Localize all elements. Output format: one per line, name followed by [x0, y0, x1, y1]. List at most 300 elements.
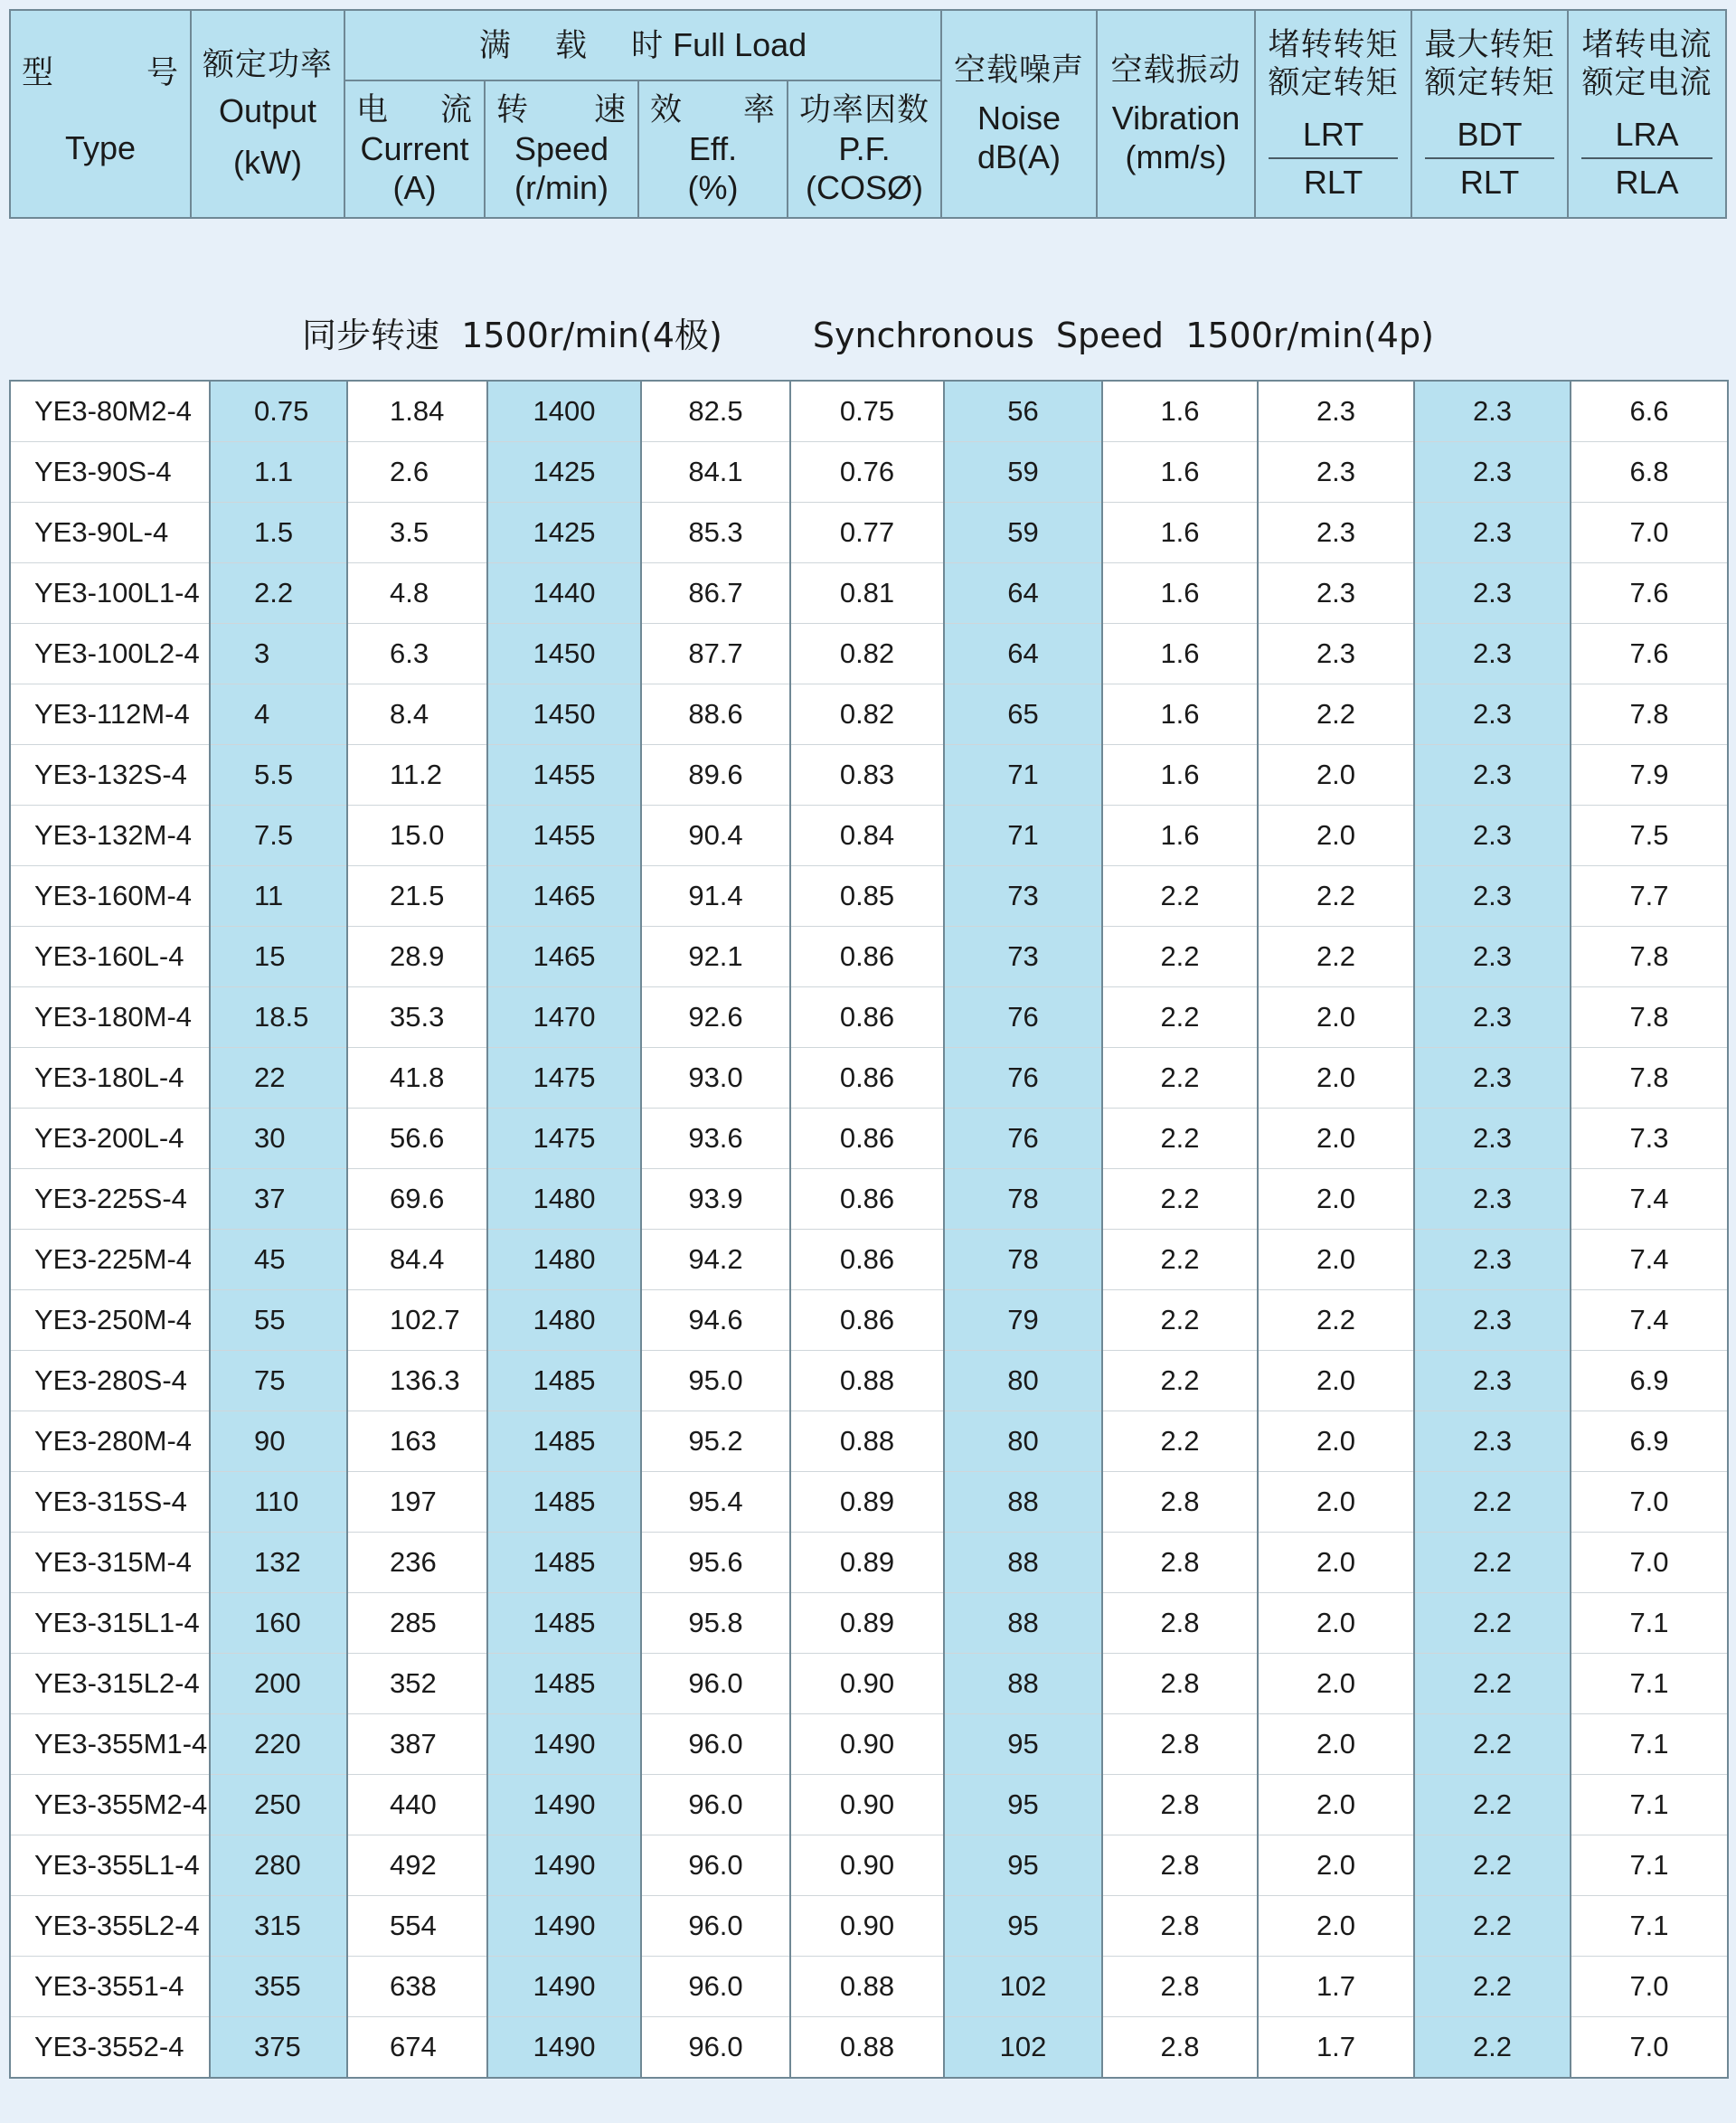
header-bdt-numerator: BDT	[1425, 115, 1554, 159]
cell-current: 8.4	[347, 684, 487, 745]
cell-lrt-ratio: 2.0	[1258, 1654, 1414, 1714]
cell-noise: 71	[944, 806, 1102, 866]
cell-type: YE3-80M2-4	[10, 381, 210, 442]
cell-output: 110	[210, 1472, 347, 1533]
cell-type: YE3-90S-4	[10, 442, 210, 503]
cell-bdt-ratio: 2.2	[1414, 1714, 1571, 1775]
header-pf-en: P.F.	[838, 129, 891, 167]
cell-lra-ratio: 7.5	[1571, 806, 1728, 866]
cell-bdt-ratio: 2.2	[1414, 1957, 1571, 2017]
cell-noise: 78	[944, 1169, 1102, 1230]
cell-vibration: 1.6	[1102, 745, 1258, 806]
cell-eff: 84.1	[641, 442, 790, 503]
cell-lrt-ratio: 2.0	[1258, 1775, 1414, 1835]
cell-lra-ratio: 6.6	[1571, 381, 1728, 442]
header-speed-unit: (r/min)	[514, 169, 609, 206]
header-output-unit: (kW)	[233, 144, 302, 181]
cell-current: 2.6	[347, 442, 487, 503]
cell-noise: 95	[944, 1714, 1102, 1775]
cell-speed: 1455	[487, 745, 641, 806]
header-full-load-en: Full Load	[673, 26, 807, 63]
cell-speed: 1485	[487, 1533, 641, 1593]
cell-noise: 88	[944, 1654, 1102, 1714]
cell-vibration: 2.2	[1102, 1169, 1258, 1230]
cell-output: 132	[210, 1533, 347, 1593]
cell-type: YE3-315S-4	[10, 1472, 210, 1533]
header-bdt-cn-1: 最大转矩	[1424, 26, 1555, 63]
cell-noise: 78	[944, 1230, 1102, 1290]
cell-vibration: 2.8	[1102, 2017, 1258, 2079]
cell-vibration: 2.8	[1102, 1472, 1258, 1533]
cell-bdt-ratio: 2.3	[1414, 1169, 1571, 1230]
cell-noise: 80	[944, 1411, 1102, 1472]
cell-lra-ratio: 6.8	[1571, 442, 1728, 503]
cell-current: 15.0	[347, 806, 487, 866]
cell-speed: 1485	[487, 1593, 641, 1654]
cell-lra-ratio: 7.4	[1571, 1230, 1728, 1290]
header-lra	[1568, 10, 1726, 218]
cell-current: 197	[347, 1472, 487, 1533]
cell-speed: 1485	[487, 1351, 641, 1411]
cell-noise: 95	[944, 1835, 1102, 1896]
cell-pf: 0.89	[790, 1533, 944, 1593]
header-type-cn-1: 型	[22, 55, 55, 92]
header-lrt-denominator: RLT	[1303, 164, 1363, 201]
cell-bdt-ratio: 2.3	[1414, 381, 1571, 442]
cell-lra-ratio: 7.0	[1571, 1533, 1728, 1593]
cell-lra-ratio: 6.9	[1571, 1351, 1728, 1411]
cell-bdt-ratio: 2.3	[1414, 1351, 1571, 1411]
cell-lrt-ratio: 2.0	[1258, 806, 1414, 866]
cell-lra-ratio: 7.0	[1571, 1957, 1728, 2017]
cell-output: 250	[210, 1775, 347, 1835]
cell-bdt-ratio: 2.2	[1414, 1775, 1571, 1835]
cell-lrt-ratio: 2.0	[1258, 1714, 1414, 1775]
header-vibration-cn: 空载振动	[1110, 52, 1241, 89]
cell-speed: 1450	[487, 624, 641, 684]
cell-eff: 95.4	[641, 1472, 790, 1533]
header-current-cn-2: 流	[439, 91, 473, 128]
cell-bdt-ratio: 2.3	[1414, 1230, 1571, 1290]
cell-lra-ratio: 7.8	[1571, 927, 1728, 987]
cell-lrt-ratio: 2.0	[1258, 1169, 1414, 1230]
cell-type: YE3-355L2-4	[10, 1896, 210, 1957]
section-title-en: Synchronous Speed 1500r/min(4p)	[812, 316, 1434, 355]
header-noise-unit: dB(A)	[977, 138, 1061, 175]
cell-type: YE3-100L1-4	[10, 563, 210, 624]
header-lrt-numerator: LRT	[1269, 115, 1398, 159]
cell-vibration: 2.2	[1102, 1109, 1258, 1169]
table-row	[10, 563, 1728, 624]
cell-eff: 93.6	[641, 1109, 790, 1169]
cell-vibration: 1.6	[1102, 684, 1258, 745]
table-row	[10, 1714, 1728, 1775]
table-row	[10, 1533, 1728, 1593]
cell-speed: 1490	[487, 1775, 641, 1835]
header-lra-cn-2: 额定电流	[1581, 64, 1712, 101]
cell-output: 4	[210, 684, 347, 745]
cell-vibration: 1.6	[1102, 563, 1258, 624]
cell-output: 2.2	[210, 563, 347, 624]
cell-noise: 79	[944, 1290, 1102, 1351]
cell-current: 492	[347, 1835, 487, 1896]
header-pf	[788, 80, 941, 218]
cell-vibration: 2.2	[1102, 1351, 1258, 1411]
cell-current: 387	[347, 1714, 487, 1775]
cell-output: 280	[210, 1835, 347, 1896]
cell-eff: 85.3	[641, 503, 790, 563]
cell-speed: 1465	[487, 866, 641, 927]
cell-noise: 102	[944, 2017, 1102, 2079]
table-row	[10, 1109, 1728, 1169]
cell-speed: 1490	[487, 1835, 641, 1896]
cell-noise: 73	[944, 866, 1102, 927]
cell-lrt-ratio: 2.3	[1258, 442, 1414, 503]
cell-noise: 71	[944, 745, 1102, 806]
header-speed-en: Speed	[514, 129, 609, 167]
cell-noise: 59	[944, 503, 1102, 563]
cell-bdt-ratio: 2.3	[1414, 1048, 1571, 1109]
cell-noise: 65	[944, 684, 1102, 745]
cell-eff: 95.0	[641, 1351, 790, 1411]
cell-bdt-ratio: 2.3	[1414, 624, 1571, 684]
header-eff-unit: (%)	[687, 169, 739, 206]
header-speed-cn-1: 转	[496, 91, 530, 128]
cell-bdt-ratio: 2.3	[1414, 987, 1571, 1048]
cell-speed: 1490	[487, 1896, 641, 1957]
cell-lra-ratio: 7.8	[1571, 987, 1728, 1048]
cell-current: 11.2	[347, 745, 487, 806]
cell-type: YE3-355M2-4	[10, 1775, 210, 1835]
cell-vibration: 2.8	[1102, 1835, 1258, 1896]
cell-type: YE3-250M-4	[10, 1290, 210, 1351]
cell-lra-ratio: 7.1	[1571, 1654, 1728, 1714]
cell-lrt-ratio: 2.0	[1258, 1593, 1414, 1654]
cell-pf: 0.90	[790, 1835, 944, 1896]
cell-output: 45	[210, 1230, 347, 1290]
cell-eff: 95.2	[641, 1411, 790, 1472]
table-row	[10, 1472, 1728, 1533]
header-current	[344, 80, 485, 218]
cell-pf: 0.75	[790, 381, 944, 442]
cell-vibration: 2.2	[1102, 1290, 1258, 1351]
header-current-unit: (A)	[392, 169, 437, 206]
cell-speed: 1485	[487, 1472, 641, 1533]
cell-noise: 88	[944, 1533, 1102, 1593]
cell-output: 5.5	[210, 745, 347, 806]
cell-lra-ratio: 7.3	[1571, 1109, 1728, 1169]
cell-eff: 82.5	[641, 381, 790, 442]
header-output	[191, 10, 344, 218]
cell-pf: 0.76	[790, 442, 944, 503]
cell-current: 84.4	[347, 1230, 487, 1290]
header-vibration-unit: (mm/s)	[1125, 138, 1227, 175]
cell-vibration: 2.8	[1102, 1593, 1258, 1654]
cell-type: YE3-315L2-4	[10, 1654, 210, 1714]
cell-eff: 96.0	[641, 1654, 790, 1714]
cell-eff: 94.6	[641, 1290, 790, 1351]
cell-pf: 0.77	[790, 503, 944, 563]
cell-pf: 0.86	[790, 1290, 944, 1351]
header-bdt-denominator: RLT	[1459, 164, 1520, 201]
cell-output: 55	[210, 1290, 347, 1351]
cell-speed: 1400	[487, 381, 641, 442]
cell-lrt-ratio: 2.0	[1258, 1351, 1414, 1411]
cell-lrt-ratio: 2.2	[1258, 866, 1414, 927]
cell-noise: 88	[944, 1472, 1102, 1533]
cell-speed: 1440	[487, 563, 641, 624]
cell-noise: 88	[944, 1593, 1102, 1654]
cell-lrt-ratio: 2.0	[1258, 745, 1414, 806]
table-row	[10, 1654, 1728, 1714]
cell-current: 69.6	[347, 1169, 487, 1230]
cell-eff: 94.2	[641, 1230, 790, 1290]
header-lra-denominator: RLA	[1615, 164, 1679, 201]
cell-noise: 56	[944, 381, 1102, 442]
cell-output: 30	[210, 1109, 347, 1169]
cell-eff: 96.0	[641, 1775, 790, 1835]
cell-noise: 76	[944, 1048, 1102, 1109]
cell-type: YE3-315M-4	[10, 1533, 210, 1593]
cell-bdt-ratio: 2.3	[1414, 806, 1571, 866]
cell-current: 102.7	[347, 1290, 487, 1351]
cell-bdt-ratio: 2.2	[1414, 1593, 1571, 1654]
cell-lra-ratio: 7.6	[1571, 624, 1728, 684]
cell-noise: 64	[944, 624, 1102, 684]
cell-output: 315	[210, 1896, 347, 1957]
cell-pf: 0.89	[790, 1593, 944, 1654]
header-type-en: Type	[64, 129, 137, 167]
cell-current: 28.9	[347, 927, 487, 987]
cell-bdt-ratio: 2.2	[1414, 1896, 1571, 1957]
cell-noise: 73	[944, 927, 1102, 987]
cell-eff: 86.7	[641, 563, 790, 624]
cell-type: YE3-112M-4	[10, 684, 210, 745]
cell-vibration: 2.2	[1102, 866, 1258, 927]
table-row	[10, 1048, 1728, 1109]
cell-output: 22	[210, 1048, 347, 1109]
cell-type: YE3-200L-4	[10, 1109, 210, 1169]
cell-type: YE3-225S-4	[10, 1169, 210, 1230]
cell-pf: 0.81	[790, 563, 944, 624]
cell-speed: 1480	[487, 1230, 641, 1290]
cell-bdt-ratio: 2.2	[1414, 1472, 1571, 1533]
cell-eff: 93.9	[641, 1169, 790, 1230]
cell-type: YE3-280M-4	[10, 1411, 210, 1472]
cell-vibration: 2.2	[1102, 927, 1258, 987]
cell-lrt-ratio: 2.2	[1258, 927, 1414, 987]
header-eff-cn-2: 率	[742, 91, 776, 128]
cell-noise: 64	[944, 563, 1102, 624]
cell-speed: 1425	[487, 442, 641, 503]
cell-lrt-ratio: 2.0	[1258, 1533, 1414, 1593]
cell-current: 41.8	[347, 1048, 487, 1109]
table-row	[10, 745, 1728, 806]
cell-current: 3.5	[347, 503, 487, 563]
cell-pf: 0.90	[790, 1714, 944, 1775]
cell-pf: 0.86	[790, 1109, 944, 1169]
header-lra-numerator: LRA	[1581, 115, 1712, 159]
cell-bdt-ratio: 2.2	[1414, 1835, 1571, 1896]
header-vibration	[1097, 10, 1255, 218]
cell-type: YE3-355L1-4	[10, 1835, 210, 1896]
cell-speed: 1475	[487, 1109, 641, 1169]
cell-output: 0.75	[210, 381, 347, 442]
header-eff-cn-1: 效	[650, 91, 684, 128]
table-row	[10, 987, 1728, 1048]
cell-speed: 1490	[487, 1714, 641, 1775]
cell-lrt-ratio: 2.0	[1258, 1896, 1414, 1957]
cell-speed: 1455	[487, 806, 641, 866]
table-row	[10, 1351, 1728, 1411]
cell-lrt-ratio: 2.3	[1258, 503, 1414, 563]
cell-noise: 80	[944, 1351, 1102, 1411]
cell-output: 18.5	[210, 987, 347, 1048]
cell-pf: 0.88	[790, 1411, 944, 1472]
header-lrt	[1255, 10, 1411, 218]
header-noise-en: Noise	[976, 99, 1061, 137]
cell-pf: 0.84	[790, 806, 944, 866]
header-lrt-cn-1: 堵转转矩	[1268, 26, 1399, 63]
cell-lrt-ratio: 2.3	[1258, 624, 1414, 684]
cell-bdt-ratio: 2.3	[1414, 927, 1571, 987]
cell-type: YE3-90L-4	[10, 503, 210, 563]
cell-current: 56.6	[347, 1109, 487, 1169]
cell-vibration: 2.2	[1102, 1411, 1258, 1472]
cell-current: 35.3	[347, 987, 487, 1048]
cell-vibration: 2.8	[1102, 1957, 1258, 2017]
cell-eff: 90.4	[641, 806, 790, 866]
cell-output: 75	[210, 1351, 347, 1411]
header-speed	[485, 80, 638, 218]
table-row	[10, 442, 1728, 503]
table-row	[10, 927, 1728, 987]
cell-eff: 96.0	[641, 1957, 790, 2017]
cell-pf: 0.86	[790, 1230, 944, 1290]
cell-eff: 93.0	[641, 1048, 790, 1109]
cell-pf: 0.90	[790, 1775, 944, 1835]
cell-lrt-ratio: 2.0	[1258, 1230, 1414, 1290]
cell-lra-ratio: 7.0	[1571, 1472, 1728, 1533]
header-lra-cn-1: 堵转电流	[1581, 26, 1712, 63]
cell-bdt-ratio: 2.3	[1414, 1290, 1571, 1351]
table-row	[10, 2017, 1728, 2079]
header-noise-cn: 空载噪声	[954, 52, 1085, 89]
cell-lrt-ratio: 2.0	[1258, 1472, 1414, 1533]
cell-eff: 91.4	[641, 866, 790, 927]
cell-bdt-ratio: 2.3	[1414, 1411, 1571, 1472]
cell-eff: 89.6	[641, 745, 790, 806]
cell-vibration: 1.6	[1102, 624, 1258, 684]
cell-bdt-ratio: 2.3	[1414, 745, 1571, 806]
cell-lrt-ratio: 2.0	[1258, 1109, 1414, 1169]
cell-output: 160	[210, 1593, 347, 1654]
cell-type: YE3-132S-4	[10, 745, 210, 806]
cell-lra-ratio: 7.1	[1571, 1714, 1728, 1775]
cell-vibration: 2.2	[1102, 1230, 1258, 1290]
cell-speed: 1490	[487, 1957, 641, 2017]
cell-lrt-ratio: 2.3	[1258, 563, 1414, 624]
cell-lrt-ratio: 1.7	[1258, 2017, 1414, 2079]
table-row	[10, 1290, 1728, 1351]
header-vibration-en: Vibration	[1111, 99, 1241, 137]
cell-pf: 0.90	[790, 1654, 944, 1714]
cell-pf: 0.86	[790, 1048, 944, 1109]
cell-output: 1.5	[210, 503, 347, 563]
cell-eff: 96.0	[641, 1835, 790, 1896]
cell-speed: 1475	[487, 1048, 641, 1109]
cell-lra-ratio: 7.0	[1571, 503, 1728, 563]
cell-lra-ratio: 7.1	[1571, 1775, 1728, 1835]
cell-current: 440	[347, 1775, 487, 1835]
cell-noise: 102	[944, 1957, 1102, 2017]
header-current-cn-1: 电	[356, 91, 390, 128]
cell-current: 4.8	[347, 563, 487, 624]
header-speed-cn-2: 速	[593, 91, 627, 128]
cell-output: 11	[210, 866, 347, 927]
cell-pf: 0.82	[790, 624, 944, 684]
cell-vibration: 2.2	[1102, 987, 1258, 1048]
cell-speed: 1480	[487, 1290, 641, 1351]
cell-eff: 96.0	[641, 2017, 790, 2079]
cell-noise: 76	[944, 1109, 1102, 1169]
cell-type: YE3-225M-4	[10, 1230, 210, 1290]
cell-vibration: 2.8	[1102, 1654, 1258, 1714]
cell-output: 90	[210, 1411, 347, 1472]
table-row	[10, 684, 1728, 745]
header-eff-en: Eff.	[688, 129, 738, 167]
cell-speed: 1425	[487, 503, 641, 563]
cell-output: 37	[210, 1169, 347, 1230]
header-full-load	[344, 10, 941, 80]
cell-bdt-ratio: 2.3	[1414, 1109, 1571, 1169]
table-row	[10, 1593, 1728, 1654]
header-eff	[638, 80, 788, 218]
cell-current: 163	[347, 1411, 487, 1472]
cell-bdt-ratio: 2.2	[1414, 2017, 1571, 2079]
cell-vibration: 1.6	[1102, 381, 1258, 442]
cell-output: 15	[210, 927, 347, 987]
cell-speed: 1480	[487, 1169, 641, 1230]
cell-eff: 95.8	[641, 1593, 790, 1654]
cell-pf: 0.85	[790, 866, 944, 927]
cell-bdt-ratio: 2.3	[1414, 442, 1571, 503]
cell-speed: 1470	[487, 987, 641, 1048]
cell-lra-ratio: 7.6	[1571, 563, 1728, 624]
cell-lra-ratio: 7.4	[1571, 1290, 1728, 1351]
header-bdt-cn-2: 额定转矩	[1424, 64, 1555, 101]
cell-speed: 1485	[487, 1654, 641, 1714]
cell-lra-ratio: 7.1	[1571, 1835, 1728, 1896]
cell-current: 6.3	[347, 624, 487, 684]
cell-current: 554	[347, 1896, 487, 1957]
header-output-cn: 额定功率	[202, 46, 333, 83]
cell-current: 236	[347, 1533, 487, 1593]
spec-table-body	[9, 380, 1729, 2079]
cell-noise: 95	[944, 1775, 1102, 1835]
cell-type: YE3-355M1-4	[10, 1714, 210, 1775]
cell-lra-ratio: 7.1	[1571, 1593, 1728, 1654]
header-current-en: Current	[360, 129, 469, 167]
cell-lrt-ratio: 2.3	[1258, 381, 1414, 442]
cell-current: 136.3	[347, 1351, 487, 1411]
table-row	[10, 806, 1728, 866]
cell-vibration: 1.6	[1102, 806, 1258, 866]
cell-pf: 0.88	[790, 1351, 944, 1411]
cell-output: 355	[210, 1957, 347, 2017]
header-output-en: Output	[218, 91, 317, 129]
cell-lrt-ratio: 2.2	[1258, 1290, 1414, 1351]
